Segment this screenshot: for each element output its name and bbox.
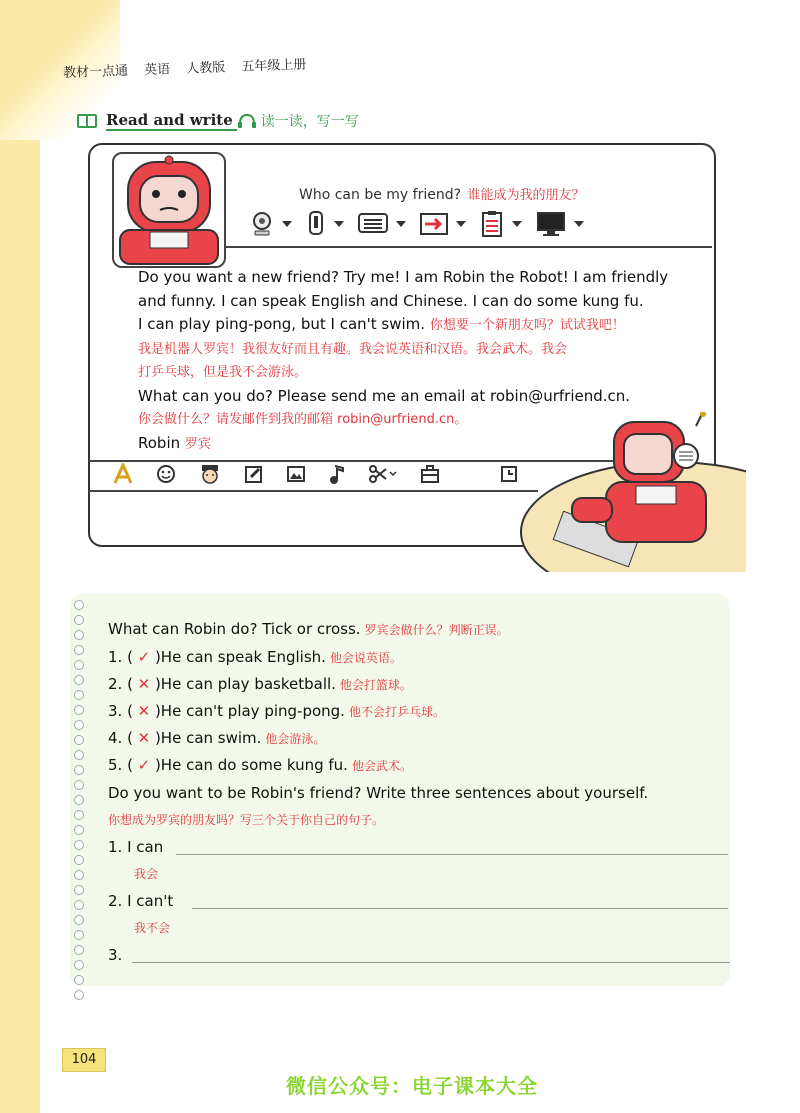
section-title-en: Read and write	[106, 111, 237, 131]
notebook-spiral	[74, 600, 86, 1005]
font-icon	[112, 463, 134, 485]
tick-item: 1. ( ✓ )He can speak English. 他会说英语。	[108, 648, 402, 666]
briefcase-tool[interactable]	[420, 464, 440, 484]
robot-at-desk-illustration	[496, 412, 746, 572]
keyboard-icon	[358, 212, 388, 236]
write-hint-text: 我会	[134, 867, 159, 881]
write-item	[108, 838, 163, 856]
section-title	[76, 108, 359, 134]
attachment-icon	[306, 210, 326, 238]
header-edition: 人教版	[186, 60, 226, 77]
email-subject	[299, 184, 585, 203]
item-number: 1.	[108, 648, 123, 666]
item-number: 4.	[108, 729, 123, 747]
monitor-tool[interactable]	[536, 211, 594, 237]
body-line-4-cn: 我是机器人罗宾！我很友好而且有趣。我会说英语和汉语。我会武术。我会	[138, 341, 568, 357]
item-number: 3.	[108, 702, 123, 720]
attachment-tool[interactable]	[306, 210, 354, 238]
avatar-tool[interactable]	[198, 463, 222, 485]
item-cn: 他不会打乒乓球。	[348, 705, 445, 719]
header-subject: 英语	[143, 62, 171, 79]
chevron-down-icon[interactable]	[512, 221, 522, 227]
item-cn: 他会武术。	[351, 759, 412, 773]
body-line-2: and funny. I can speak English and Chinese. I can do some kung fu.	[138, 291, 644, 310]
webcam-icon	[250, 211, 274, 237]
body-line-6: What can you do? Please send me an email at robin@urfriend.cn.	[138, 386, 631, 405]
email-bottom-toolbar	[112, 463, 540, 485]
briefcase-icon	[420, 464, 440, 484]
question-1	[108, 620, 509, 638]
write-number: 3.	[108, 946, 123, 964]
answer-line-3[interactable]	[132, 962, 730, 963]
write-item	[108, 946, 122, 964]
tick-mark[interactable]: ✓	[137, 648, 151, 666]
signature-cn: 罗宾	[184, 436, 211, 452]
write-prompt: I can	[127, 838, 164, 856]
edit-icon	[244, 464, 264, 484]
body-line-3-en: I can play ping-pong, but I can't swim.	[138, 315, 426, 333]
emoji-tool[interactable]	[156, 464, 176, 484]
item-en: He can't play ping-pong.	[160, 702, 345, 720]
body-line-3	[138, 313, 698, 338]
notepad-tool[interactable]	[480, 210, 532, 238]
forward-icon	[420, 212, 448, 236]
cross-mark[interactable]: ✕	[137, 675, 151, 693]
tick-item: 5. ( ✓ )He can do some kung fu. 他会武术。	[108, 756, 412, 774]
subject-en: Who can be my friend?	[299, 187, 462, 203]
page-number: 104	[62, 1048, 106, 1072]
scissors-tool[interactable]	[368, 464, 398, 484]
signature-en: Robin	[138, 433, 181, 452]
item-cn: 他会游泳。	[265, 732, 326, 746]
forward-tool[interactable]	[420, 212, 476, 236]
toolbar-divider-bottom	[88, 490, 538, 492]
cross-mark[interactable]: ✕	[137, 729, 151, 747]
body-line-7-cn: 你会做什么？请发邮件到我的邮箱 robin@urfriend.cn。	[138, 412, 468, 427]
body-line-5-cn: 打乒乓球，但是我不会游泳。	[138, 365, 308, 380]
item-cn: 他会打篮球。	[339, 678, 412, 692]
question-1-en: What can Robin do? Tick or cross.	[108, 620, 361, 638]
tick-mark[interactable]: ✓	[137, 756, 151, 774]
image-tool[interactable]	[286, 464, 306, 484]
answer-line-2[interactable]	[192, 908, 728, 909]
book-icon	[76, 112, 98, 130]
header-divider	[224, 246, 712, 248]
scissors-icon	[368, 464, 398, 484]
question-1-cn: 罗宾会做什么？判断正误。	[364, 623, 509, 637]
section-title-cn: 读一读，写一写	[260, 114, 359, 130]
emoji-icon	[156, 464, 176, 484]
music-tool[interactable]	[328, 463, 346, 485]
write-item	[108, 892, 173, 910]
keyboard-tool[interactable]	[358, 212, 416, 236]
avatar-icon	[198, 463, 222, 485]
header-book: 教材一点通	[62, 63, 129, 81]
monitor-icon	[536, 211, 566, 237]
chevron-down-icon[interactable]	[334, 221, 344, 227]
webcam-tool[interactable]	[250, 211, 302, 237]
watermark: 微信公众号：电子课本大全	[286, 1074, 538, 1098]
tick-item: 2. ( ✕ )He can play basketball. 他会打篮球。	[108, 675, 412, 693]
item-number: 5.	[108, 756, 123, 774]
write-prompt: I can't	[127, 892, 174, 910]
write-hint-text: 我不会	[134, 921, 171, 935]
item-number: 2.	[108, 675, 123, 693]
header-grade: 五年级上册	[241, 57, 307, 75]
question-2-cn	[108, 810, 384, 828]
question-2-en: Do you want to be Robin's friend? Write three sentences about yourself.	[108, 784, 649, 802]
write-number: 1.	[108, 838, 123, 856]
body-line-1: Do you want a new friend? Try me! I am Robin the Robot! I am friendly	[138, 268, 669, 286]
item-en: He can swim.	[160, 729, 262, 747]
chevron-down-icon[interactable]	[396, 221, 406, 227]
item-cn: 他会说英语。	[329, 651, 402, 665]
item-en: He can do some kung fu.	[160, 756, 348, 774]
chevron-down-icon[interactable]	[282, 221, 292, 227]
robot-face-icon	[114, 154, 224, 266]
answer-line-1[interactable]	[176, 854, 728, 855]
tick-item: 4. ( ✕ )He can swim. 他会游泳。	[108, 729, 326, 747]
edit-tool[interactable]	[244, 464, 264, 484]
email-top-toolbar	[250, 210, 594, 238]
chevron-down-icon[interactable]	[574, 221, 584, 227]
write-number: 2.	[108, 892, 123, 910]
notepad-icon	[480, 210, 504, 238]
font-tool[interactable]	[112, 463, 134, 485]
body-line-3-cn: 你想要一个新朋友吗？试试我吧！	[429, 318, 625, 333]
write-hint	[134, 918, 170, 936]
cross-mark[interactable]: ✕	[137, 702, 151, 720]
headphones-icon	[237, 112, 257, 130]
image-icon	[286, 464, 306, 484]
write-hint	[134, 864, 158, 882]
question-2-cn-text: 你想成为罗宾的朋友吗？写三个关于你自己的句子。	[108, 813, 385, 827]
tick-item: 3. ( ✕ )He can't play ping-pong. 他不会打乒乓球。	[108, 702, 445, 720]
music-icon	[328, 463, 346, 485]
chevron-down-icon[interactable]	[456, 221, 466, 227]
subject-cn: 谁能成为我的朋友？	[467, 188, 585, 203]
item-en: He can speak English.	[160, 648, 326, 666]
item-en: He can play basketball.	[160, 675, 336, 693]
robot-avatar	[112, 152, 226, 268]
